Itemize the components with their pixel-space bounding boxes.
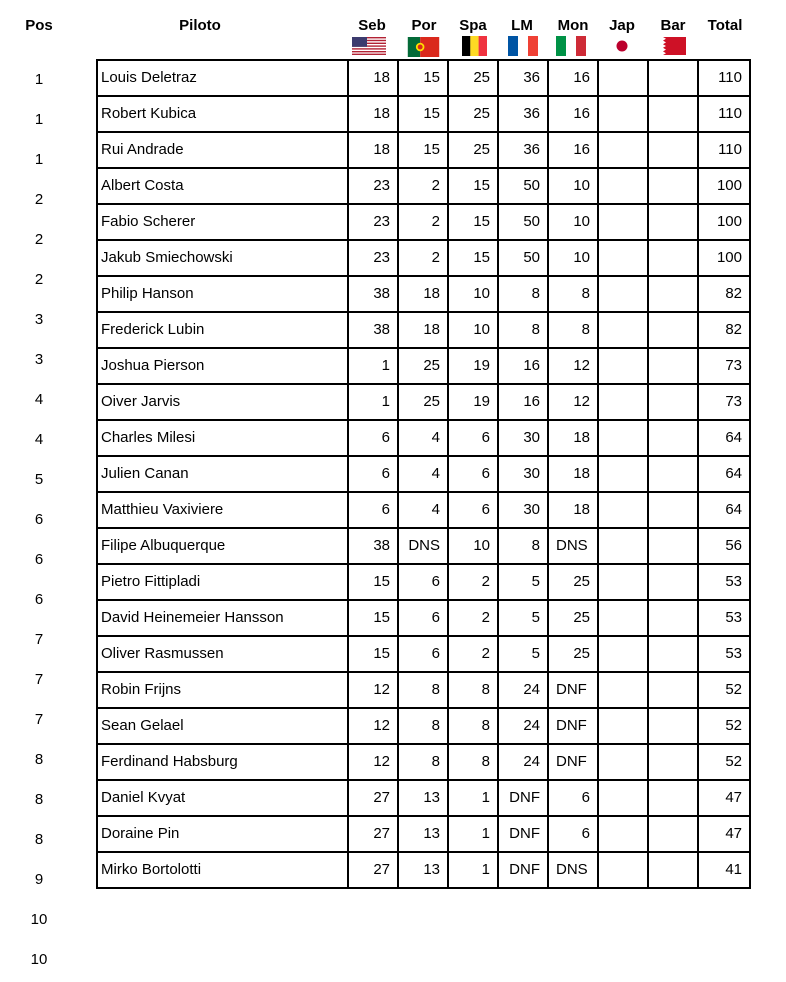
jap-points-cell — [598, 528, 648, 564]
driver-name-cell: Julien Canan — [97, 456, 348, 492]
table-row — [97, 816, 750, 852]
total-points-cell: 100 — [698, 168, 750, 204]
position-column — [0, 59, 78, 979]
header-lm: LM — [511, 17, 533, 34]
seb-points-cell: 18 — [348, 60, 398, 96]
table-row — [97, 348, 750, 384]
driver-name-cell: Charles Milesi — [97, 420, 348, 456]
total-points-cell: 52 — [698, 708, 750, 744]
bar-points-cell — [648, 672, 698, 708]
position-cell: 6 — [34, 591, 44, 608]
spa-points-cell: 2 — [448, 600, 498, 636]
seb-points-cell: 6 — [348, 456, 398, 492]
por-points-cell: 6 — [398, 564, 448, 600]
japan-flag-icon — [612, 36, 632, 56]
driver-name-cell: Daniel Kvyat — [97, 780, 348, 816]
spa-points-cell: 1 — [448, 852, 498, 888]
mon-points-cell: 16 — [548, 132, 598, 168]
mon-points-cell: DNS — [548, 528, 598, 564]
driver-name-cell: Robin Frijns — [97, 672, 348, 708]
bar-points-cell — [648, 456, 698, 492]
total-points-cell: 100 — [698, 204, 750, 240]
driver-name-cell: Fabio Scherer — [97, 204, 348, 240]
spa-points-cell: 2 — [448, 564, 498, 600]
lm-points-cell: 30 — [498, 456, 548, 492]
total-points-cell: 64 — [698, 420, 750, 456]
header-spa: Spa — [459, 17, 487, 34]
seb-points-cell: 18 — [348, 132, 398, 168]
lm-points-cell: 30 — [498, 492, 548, 528]
lm-points-cell: 16 — [498, 384, 548, 420]
driver-name-cell: Louis Deletraz — [97, 60, 348, 96]
mon-points-cell: 25 — [548, 636, 598, 672]
lm-points-cell: 5 — [498, 564, 548, 600]
table-row — [97, 852, 750, 888]
por-points-cell: 2 — [398, 240, 448, 276]
bar-points-cell — [648, 348, 698, 384]
lm-points-cell: DNF — [498, 816, 548, 852]
jap-points-cell — [598, 276, 648, 312]
bar-points-cell — [648, 96, 698, 132]
driver-name-cell: David Heinemeier Hansson — [97, 600, 348, 636]
lm-points-cell: 5 — [498, 600, 548, 636]
por-points-cell: 6 — [398, 600, 448, 636]
header-jap: Jap — [609, 17, 635, 34]
header-mon: Mon — [557, 17, 589, 34]
jap-points-cell — [598, 60, 648, 96]
spa-points-cell: 15 — [448, 168, 498, 204]
driver-name-cell: Mirko Bortolotti — [97, 852, 348, 888]
bar-points-cell — [648, 384, 698, 420]
mon-points-cell: DNF — [548, 708, 598, 744]
por-points-cell: 8 — [398, 744, 448, 780]
table-row — [97, 672, 750, 708]
mon-points-cell: 18 — [548, 420, 598, 456]
mon-points-cell: 25 — [548, 600, 598, 636]
header-piloto: Piloto — [179, 17, 221, 34]
seb-points-cell: 15 — [348, 636, 398, 672]
header-bar: Bar — [660, 17, 686, 34]
jap-points-cell — [598, 600, 648, 636]
table-row — [97, 780, 750, 816]
bar-points-cell — [648, 816, 698, 852]
jap-points-cell — [598, 672, 648, 708]
spa-points-cell: 1 — [448, 816, 498, 852]
header-pos: Pos — [25, 17, 53, 34]
table-row — [97, 708, 750, 744]
table-row — [97, 276, 750, 312]
bar-points-cell — [648, 852, 698, 888]
spa-points-cell: 10 — [448, 528, 498, 564]
por-points-cell: 4 — [398, 456, 448, 492]
lm-points-cell: 24 — [498, 672, 548, 708]
driver-name-cell: Albert Costa — [97, 168, 348, 204]
jap-points-cell — [598, 240, 648, 276]
total-points-cell: 52 — [698, 744, 750, 780]
por-points-cell: 4 — [398, 492, 448, 528]
mon-points-cell: DNF — [548, 672, 598, 708]
seb-points-cell: 27 — [348, 780, 398, 816]
driver-name-cell: Pietro Fittipladi — [97, 564, 348, 600]
por-points-cell: 15 — [398, 96, 448, 132]
spa-points-cell: 8 — [448, 708, 498, 744]
spa-points-cell: 8 — [448, 672, 498, 708]
lm-points-cell: 8 — [498, 312, 548, 348]
position-cell: 8 — [34, 791, 44, 808]
position-cell: 8 — [34, 751, 44, 768]
mon-points-cell: 8 — [548, 276, 598, 312]
spa-points-cell: 19 — [448, 384, 498, 420]
table-row — [97, 132, 750, 168]
driver-name-cell: Ferdinand Habsburg — [97, 744, 348, 780]
lm-points-cell: 24 — [498, 744, 548, 780]
bar-points-cell — [648, 564, 698, 600]
total-points-cell: 53 — [698, 636, 750, 672]
header-por: Por — [411, 17, 437, 34]
header-seb: Seb — [358, 17, 386, 34]
driver-name-cell: Rui Andrade — [97, 132, 348, 168]
spa-points-cell: 19 — [448, 348, 498, 384]
jap-points-cell — [598, 852, 648, 888]
lm-points-cell: 36 — [498, 132, 548, 168]
por-points-cell: 6 — [398, 636, 448, 672]
jap-points-cell — [598, 780, 648, 816]
total-points-cell: 64 — [698, 492, 750, 528]
driver-name-cell: Matthieu Vaxiviere — [97, 492, 348, 528]
table-row — [97, 384, 750, 420]
spa-points-cell: 10 — [448, 276, 498, 312]
position-cell: 2 — [34, 271, 44, 288]
seb-points-cell: 6 — [348, 420, 398, 456]
mon-points-cell: 18 — [548, 456, 598, 492]
table-row — [97, 636, 750, 672]
total-points-cell: 53 — [698, 564, 750, 600]
position-cell: 2 — [34, 231, 44, 248]
mon-points-cell: 16 — [548, 60, 598, 96]
por-points-cell: 2 — [398, 168, 448, 204]
por-points-cell: 25 — [398, 384, 448, 420]
portugal-flag-icon — [407, 37, 440, 57]
table-row — [97, 204, 750, 240]
spa-points-cell: 15 — [448, 204, 498, 240]
table-row — [97, 312, 750, 348]
driver-name-cell: Jakub Smiechowski — [97, 240, 348, 276]
table-row — [97, 60, 750, 96]
position-cell: 3 — [34, 311, 44, 328]
total-points-cell: 53 — [698, 600, 750, 636]
lm-points-cell: DNF — [498, 780, 548, 816]
por-points-cell: 25 — [398, 348, 448, 384]
total-points-cell: 73 — [698, 348, 750, 384]
table-row — [97, 240, 750, 276]
seb-points-cell: 18 — [348, 96, 398, 132]
total-points-cell: 110 — [698, 132, 750, 168]
seb-points-cell: 15 — [348, 564, 398, 600]
mon-points-cell: 6 — [548, 816, 598, 852]
total-points-cell: 100 — [698, 240, 750, 276]
driver-name-cell: Philip Hanson — [97, 276, 348, 312]
position-cell: 7 — [34, 671, 44, 688]
belgium-flag-icon — [462, 36, 487, 56]
total-points-cell: 64 — [698, 456, 750, 492]
seb-points-cell: 23 — [348, 204, 398, 240]
mon-points-cell: 12 — [548, 348, 598, 384]
bahrain-flag-icon — [656, 36, 686, 56]
seb-points-cell: 23 — [348, 168, 398, 204]
driver-name-cell: Oiver Jarvis — [97, 384, 348, 420]
mon-points-cell: DNS — [548, 852, 598, 888]
por-points-cell: 13 — [398, 852, 448, 888]
spa-points-cell: 1 — [448, 780, 498, 816]
lm-points-cell: 8 — [498, 528, 548, 564]
por-points-cell: 18 — [398, 276, 448, 312]
mon-points-cell: 6 — [548, 780, 598, 816]
table-row — [97, 492, 750, 528]
spa-points-cell: 15 — [448, 240, 498, 276]
position-cell: 7 — [34, 711, 44, 728]
jap-points-cell — [598, 744, 648, 780]
total-points-cell: 41 — [698, 852, 750, 888]
driver-name-cell: Oliver Rasmussen — [97, 636, 348, 672]
bar-points-cell — [648, 420, 698, 456]
position-cell: 4 — [34, 431, 44, 448]
position-cell: 1 — [34, 71, 44, 88]
jap-points-cell — [598, 420, 648, 456]
spa-points-cell: 8 — [448, 744, 498, 780]
spa-points-cell: 25 — [448, 132, 498, 168]
table-row — [97, 600, 750, 636]
total-points-cell: 110 — [698, 60, 750, 96]
por-points-cell: 15 — [398, 60, 448, 96]
bar-points-cell — [648, 60, 698, 96]
lm-points-cell: 50 — [498, 240, 548, 276]
bar-points-cell — [648, 492, 698, 528]
position-cell: 5 — [34, 471, 44, 488]
bar-points-cell — [648, 168, 698, 204]
bar-points-cell — [648, 240, 698, 276]
italy-flag-icon — [556, 36, 586, 56]
bar-points-cell — [648, 780, 698, 816]
driver-name-cell: Sean Gelael — [97, 708, 348, 744]
bar-points-cell — [648, 204, 698, 240]
spa-points-cell: 6 — [448, 492, 498, 528]
seb-points-cell: 23 — [348, 240, 398, 276]
seb-points-cell: 1 — [348, 384, 398, 420]
jap-points-cell — [598, 348, 648, 384]
bar-points-cell — [648, 600, 698, 636]
por-points-cell: 2 — [398, 204, 448, 240]
spa-points-cell: 6 — [448, 420, 498, 456]
seb-points-cell: 27 — [348, 852, 398, 888]
header-total: Total — [707, 17, 743, 34]
jap-points-cell — [598, 636, 648, 672]
lm-points-cell: 36 — [498, 96, 548, 132]
lm-points-cell: 50 — [498, 168, 548, 204]
bar-points-cell — [648, 312, 698, 348]
seb-points-cell: 12 — [348, 744, 398, 780]
driver-name-cell: Frederick Lubin — [97, 312, 348, 348]
jap-points-cell — [598, 132, 648, 168]
position-cell: 4 — [34, 391, 44, 408]
mon-points-cell: DNF — [548, 744, 598, 780]
bar-points-cell — [648, 744, 698, 780]
total-points-cell: 47 — [698, 780, 750, 816]
mon-points-cell: 25 — [548, 564, 598, 600]
jap-points-cell — [598, 492, 648, 528]
position-cell: 2 — [34, 191, 44, 208]
driver-name-cell: Doraine Pin — [97, 816, 348, 852]
seb-points-cell: 12 — [348, 672, 398, 708]
lm-points-cell: 36 — [498, 60, 548, 96]
jap-points-cell — [598, 312, 648, 348]
lm-points-cell: DNF — [498, 852, 548, 888]
driver-name-cell: Joshua Pierson — [97, 348, 348, 384]
position-cell: 6 — [34, 551, 44, 568]
jap-points-cell — [598, 384, 648, 420]
por-points-cell: 18 — [398, 312, 448, 348]
total-points-cell: 82 — [698, 312, 750, 348]
spa-points-cell: 10 — [448, 312, 498, 348]
seb-points-cell: 38 — [348, 312, 398, 348]
mon-points-cell: 10 — [548, 204, 598, 240]
france-flag-icon — [508, 36, 538, 56]
table-row — [97, 528, 750, 564]
lm-points-cell: 5 — [498, 636, 548, 672]
mon-points-cell: 12 — [548, 384, 598, 420]
lm-points-cell: 50 — [498, 204, 548, 240]
total-points-cell: 52 — [698, 672, 750, 708]
spa-points-cell: 2 — [448, 636, 498, 672]
position-cell: 10 — [30, 911, 48, 928]
seb-points-cell: 15 — [348, 600, 398, 636]
lm-points-cell: 16 — [498, 348, 548, 384]
lm-points-cell: 24 — [498, 708, 548, 744]
position-cell: 1 — [34, 111, 44, 128]
jap-points-cell — [598, 168, 648, 204]
position-cell: 9 — [34, 871, 44, 888]
spa-points-cell: 25 — [448, 60, 498, 96]
position-cell: 7 — [34, 631, 44, 648]
table-row — [97, 420, 750, 456]
driver-name-cell: Filipe Albuquerque — [97, 528, 348, 564]
seb-points-cell: 38 — [348, 276, 398, 312]
por-points-cell: 4 — [398, 420, 448, 456]
lm-points-cell: 8 — [498, 276, 548, 312]
spa-points-cell: 25 — [448, 96, 498, 132]
total-points-cell: 82 — [698, 276, 750, 312]
mon-points-cell: 8 — [548, 312, 598, 348]
seb-points-cell: 12 — [348, 708, 398, 744]
table-row — [97, 456, 750, 492]
driver-name-cell: Robert Kubica — [97, 96, 348, 132]
jap-points-cell — [598, 816, 648, 852]
por-points-cell: 13 — [398, 816, 448, 852]
mon-points-cell: 16 — [548, 96, 598, 132]
por-points-cell: 13 — [398, 780, 448, 816]
table-row — [97, 744, 750, 780]
mon-points-cell: 10 — [548, 168, 598, 204]
por-points-cell: 8 — [398, 708, 448, 744]
position-cell: 3 — [34, 351, 44, 368]
total-points-cell: 73 — [698, 384, 750, 420]
position-cell: 1 — [34, 151, 44, 168]
table-row — [97, 564, 750, 600]
position-cell: 8 — [34, 831, 44, 848]
jap-points-cell — [598, 456, 648, 492]
seb-points-cell: 38 — [348, 528, 398, 564]
jap-points-cell — [598, 96, 648, 132]
bar-points-cell — [648, 276, 698, 312]
position-cell: 6 — [34, 511, 44, 528]
table-row — [97, 96, 750, 132]
bar-points-cell — [648, 708, 698, 744]
jap-points-cell — [598, 564, 648, 600]
total-points-cell: 56 — [698, 528, 750, 564]
bar-points-cell — [648, 132, 698, 168]
jap-points-cell — [598, 708, 648, 744]
seb-points-cell: 1 — [348, 348, 398, 384]
seb-points-cell: 27 — [348, 816, 398, 852]
table-row — [97, 168, 750, 204]
usa-flag-icon — [352, 36, 386, 56]
lm-points-cell: 30 — [498, 420, 548, 456]
por-points-cell: DNS — [398, 528, 448, 564]
total-points-cell: 110 — [698, 96, 750, 132]
mon-points-cell: 18 — [548, 492, 598, 528]
spa-points-cell: 6 — [448, 456, 498, 492]
standings-table — [96, 59, 751, 889]
mon-points-cell: 10 — [548, 240, 598, 276]
seb-points-cell: 6 — [348, 492, 398, 528]
bar-points-cell — [648, 528, 698, 564]
jap-points-cell — [598, 204, 648, 240]
total-points-cell: 47 — [698, 816, 750, 852]
por-points-cell: 15 — [398, 132, 448, 168]
position-cell: 10 — [30, 951, 48, 968]
bar-points-cell — [648, 636, 698, 672]
por-points-cell: 8 — [398, 672, 448, 708]
